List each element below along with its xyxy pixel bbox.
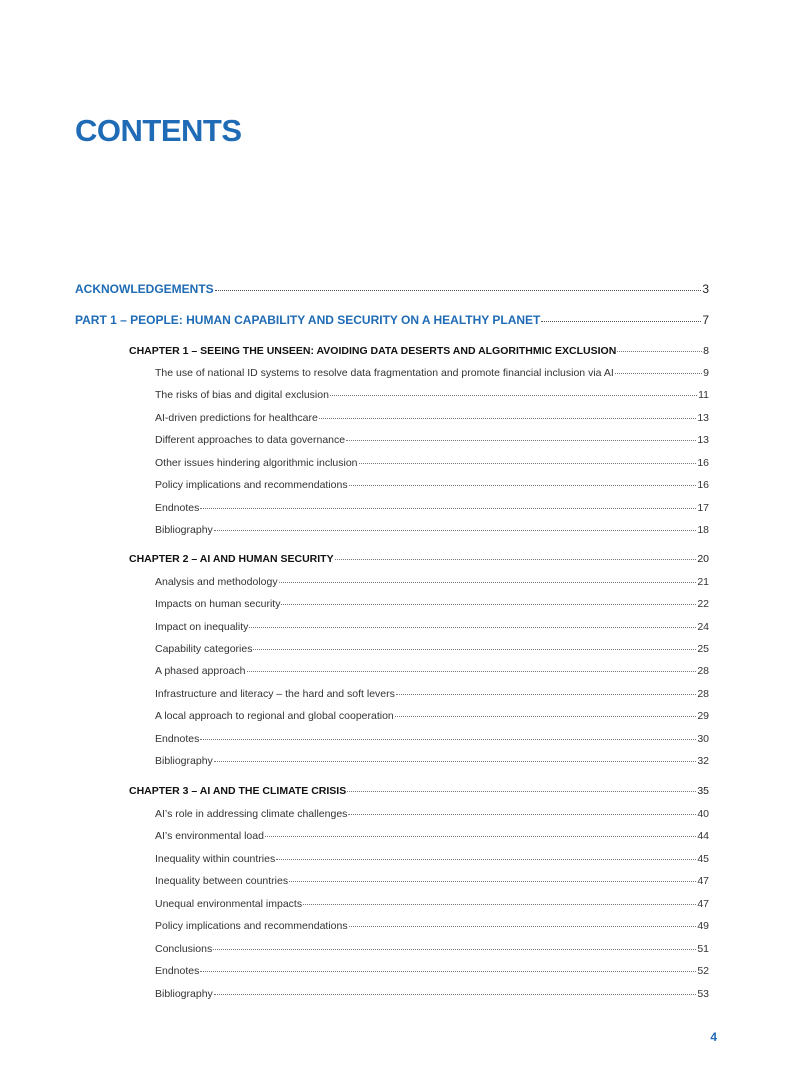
dot-leader [279, 582, 697, 583]
toc-entry[interactable] [155, 598, 709, 610]
dot-leader [214, 761, 697, 762]
toc-entry-label: Capability categories [155, 643, 253, 655]
dot-leader [303, 904, 696, 905]
toc-entry-label: CHAPTER 2 – AI AND HUMAN SECURITY [129, 553, 334, 565]
toc-entry-label: Infrastructure and literacy – the hard and soft levers [155, 688, 395, 700]
page-title: CONTENTS [75, 113, 242, 148]
toc-entry-label: The use of national ID systems to resolve data fragmentation and promote financial inclusion via AI [155, 367, 614, 379]
toc-entry-label: CHAPTER 1 – SEEING THE UNSEEN: AVOIDING DATA DESERTS AND ALGORITHMIC EXCLUSION [129, 345, 617, 357]
toc-entry-label: Impacts on human security [155, 598, 281, 610]
toc-entry-page: 40 [697, 808, 709, 820]
dot-leader [348, 814, 696, 815]
toc-entry-label: Unequal environmental impacts [155, 898, 303, 910]
toc-entry-label: ACKNOWLEDGEMENTS [75, 282, 214, 296]
toc-entry-page: 11 [698, 389, 709, 401]
toc-entry[interactable] [155, 920, 709, 932]
toc-entry-label: Impact on inequality [155, 621, 249, 633]
dot-leader [214, 994, 697, 995]
toc-entry-page: 24 [697, 621, 709, 633]
toc-entry[interactable] [155, 367, 709, 379]
toc-entry[interactable] [155, 755, 709, 767]
toc-entry-page: 17 [697, 502, 709, 514]
dot-leader [396, 694, 696, 695]
dot-leader [349, 926, 697, 927]
toc-entry-page: 21 [697, 576, 709, 588]
toc-entry[interactable] [155, 898, 709, 910]
toc-entry-label: Endnotes [155, 502, 200, 514]
toc-entry-label: Conclusions [155, 943, 213, 955]
dot-leader [276, 859, 696, 860]
toc-entry-label: AI’s role in addressing climate challenges [155, 808, 348, 820]
toc-entry[interactable] [155, 412, 709, 424]
toc-entry-label: PART 1 – PEOPLE: HUMAN CAPABILITY AND SECURITY ON A HEALTHY PLANET [75, 313, 541, 327]
dot-leader [346, 440, 696, 441]
toc-entry[interactable] [155, 965, 709, 977]
dot-leader [349, 485, 697, 486]
dot-leader [215, 290, 702, 291]
dot-leader [319, 418, 696, 419]
dot-leader [200, 508, 696, 509]
toc-entry[interactable] [155, 524, 709, 536]
toc-entry[interactable] [155, 621, 709, 633]
toc-entry-label: Bibliography [155, 524, 213, 536]
page-number: 4 [710, 1030, 717, 1044]
toc-entry-label: Other issues hindering algorithmic inclusion [155, 457, 358, 469]
dot-leader [395, 716, 697, 717]
dot-leader [289, 881, 696, 882]
toc-entry[interactable] [155, 643, 709, 655]
dot-leader [330, 395, 697, 396]
dot-leader [249, 627, 696, 628]
toc-entry-label: Bibliography [155, 755, 213, 767]
toc-entry[interactable] [155, 830, 709, 842]
toc-entry-page: 16 [697, 479, 709, 491]
dot-leader [247, 671, 697, 672]
dot-leader [359, 463, 697, 464]
toc-entry[interactable] [155, 808, 709, 820]
toc-entry-page: 32 [697, 755, 709, 767]
toc-entry-page: 49 [697, 920, 709, 932]
toc-entry-label: Policy implications and recommendations [155, 479, 348, 491]
toc-entry[interactable] [155, 853, 709, 865]
toc-entry-page: 7 [702, 313, 709, 327]
toc-entry-label: Inequality within countries [155, 853, 276, 865]
dot-leader [200, 739, 696, 740]
toc-entry-page: 51 [697, 943, 709, 955]
toc-chapter[interactable] [129, 345, 709, 357]
dot-leader [347, 791, 696, 792]
toc-entry-label: A local approach to regional and global cooperation [155, 710, 394, 722]
dot-leader [541, 321, 701, 322]
toc-entry-label: Analysis and methodology [155, 576, 278, 588]
dot-leader [281, 604, 696, 605]
toc-entry[interactable] [155, 710, 709, 722]
toc-entry-label: Different approaches to data governance [155, 434, 346, 446]
toc-entry-label: Bibliography [155, 988, 213, 1000]
toc-entry[interactable] [155, 665, 709, 677]
toc-entry-label: Endnotes [155, 733, 200, 745]
toc-entry-page: 28 [697, 688, 709, 700]
toc-entry-page: 30 [697, 733, 709, 745]
toc-entry[interactable] [155, 434, 709, 446]
toc-entry-page: 8 [703, 345, 709, 357]
toc-chapter[interactable] [129, 553, 709, 565]
toc-entry-label: AI-driven predictions for healthcare [155, 412, 318, 424]
dot-leader [200, 971, 696, 972]
toc-entry-page: 53 [697, 988, 709, 1000]
toc-entry-page: 13 [697, 412, 709, 424]
dot-leader [617, 351, 702, 352]
toc-entry-page: 20 [697, 553, 709, 565]
toc-entry-page: 28 [697, 665, 709, 677]
toc-entry[interactable] [155, 943, 709, 955]
toc-chapter[interactable] [129, 785, 709, 797]
toc-entry-label: A phased approach [155, 665, 246, 677]
toc-entry-page: 25 [697, 643, 709, 655]
toc-entry-label: The risks of bias and digital exclusion [155, 389, 329, 401]
toc-section[interactable] [75, 282, 709, 296]
dot-leader [265, 836, 696, 837]
toc-entry-page: 22 [697, 598, 709, 610]
dot-leader [213, 949, 696, 950]
toc-entry[interactable] [155, 457, 709, 469]
toc-entry-page: 47 [697, 875, 709, 887]
toc-entry-page: 29 [697, 710, 709, 722]
dot-leader [335, 559, 697, 560]
toc-entry[interactable] [155, 988, 709, 1000]
toc-entry[interactable] [155, 502, 709, 514]
toc-entry-page: 45 [697, 853, 709, 865]
toc-entry[interactable] [155, 875, 709, 887]
dot-leader [214, 530, 697, 531]
toc-entry-page: 3 [702, 282, 709, 296]
toc-entry[interactable] [155, 733, 709, 745]
toc-entry-page: 52 [697, 965, 709, 977]
toc-section[interactable] [75, 313, 709, 327]
toc-entry-page: 16 [697, 457, 709, 469]
toc-entry-label: Inequality between countries [155, 875, 289, 887]
toc-entry-page: 44 [697, 830, 709, 842]
toc-entry[interactable] [155, 389, 709, 401]
toc-entry-page: 35 [697, 785, 709, 797]
toc-entry-page: 9 [703, 367, 709, 379]
toc-entry[interactable] [155, 576, 709, 588]
dot-leader [615, 373, 702, 374]
dot-leader [253, 649, 696, 650]
toc-entry-label: CHAPTER 3 – AI AND THE CLIMATE CRISIS [129, 785, 347, 797]
toc-entry-label: Endnotes [155, 965, 200, 977]
toc-entry-label: AI’s environmental load [155, 830, 264, 842]
toc-entry[interactable] [155, 479, 709, 491]
toc-entry-label: Policy implications and recommendations [155, 920, 348, 932]
toc-entry[interactable] [155, 688, 709, 700]
toc-entry-page: 18 [697, 524, 709, 536]
toc-entry-page: 47 [697, 898, 709, 910]
toc-entry-page: 13 [697, 434, 709, 446]
